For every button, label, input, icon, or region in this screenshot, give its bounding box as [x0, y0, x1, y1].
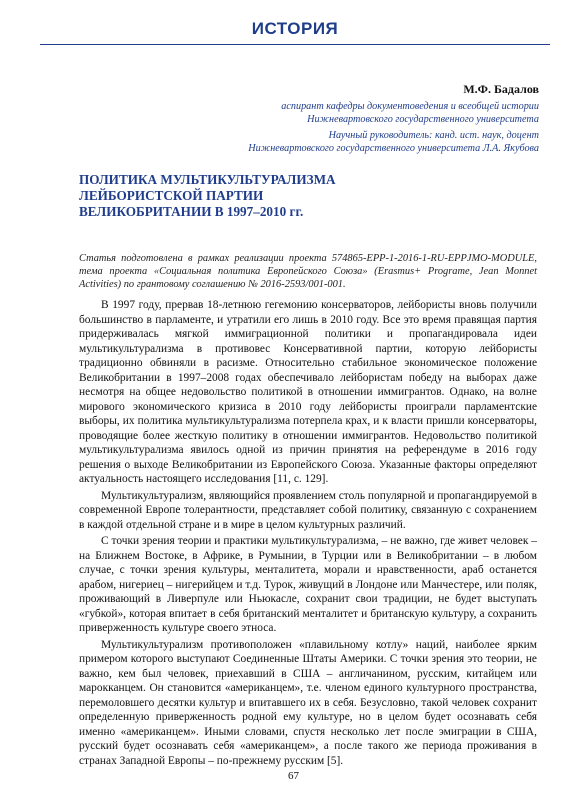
title-line: ЛЕЙБОРИСТСКОЙ ПАРТИИ [79, 188, 264, 203]
paragraph: С точки зрения теории и практики мультикультурализма, – не важно, где живет человек – на Ближнем Востоке, в Африке, в Румынии, в Турции или в Великобритании – в любом случае, с точки зрения культуры, менталитета, морали и нравственности, араб останется арабом, нигериец – нигерийцем и т.д. Турок, живущий в Лондоне или Манчестере, или поляк, проживающий в Ливерпуле или Ньюкасле, сохранит свои традиции, не будет выступать «губкой», которая впитает в себя британский менталитет и британскую культуру, а сохранить приверженность культуре своего этноса. [79, 535, 537, 634]
section-header [40, 14, 550, 45]
article-body [79, 298, 537, 770]
scientific-advisor [248, 129, 539, 155]
affiliation-line: Нижневартовского государственного университета [307, 114, 539, 125]
paragraph: Мультикультурализм противоположен «плавильному котлу» наций, наиболее ярким примером которого выступают Соединенные Штаты Америки. С точки зрения это теории, не важно, кем был человек, приехавший в США – англичанином, русским, китайцем или марокканцем. Он становится «американцем», т.е. членом единого культурного пространства, перемоловшего десятки культур и впитавшего их в себя. Безусловно, такой человек сохранит определенную приверженность родной ему культуре, но в целом будет осознавать себя именно «американцем». Иными словами, спустя несколько лет после эмиграции в США, русский будет осознавать себя «американцем», а после такого же периода проживания в странах Западной Европы – по-прежнему русским [5]. [79, 638, 537, 767]
author-name: М.Ф. Бадалов [463, 82, 539, 96]
section-title: ИСТОРИЯ [251, 19, 339, 38]
title-line: ПОЛИТИКА МУЛЬТИКУЛЬТУРАЛИЗМА [79, 172, 336, 187]
advisor-line: Нижневартовского государственного университета Л.А. Якубова [248, 143, 539, 154]
article-title [79, 172, 539, 220]
title-line: ВЕЛИКОБРИТАНИИ В 1997–2010 гг. [79, 204, 304, 219]
affiliation-line: аспирант кафедры документоведения и всеобщей истории [281, 101, 539, 112]
funding-note: Статья подготовлена в рамках реализации проекта 574865-EPP-1-2016-1-RU-EPPJMO-MODULE, тема проекта «Социальная политика Европейского Союза» (Erasmus+ Programe, Jean Monnet Activities) по грантовому соглашению № 2016-2593/001-001. [79, 253, 537, 290]
paragraph: В 1997 году, прервав 18-летнюю гегемонию консерваторов, лейбористы вновь получили большинство в парламенте, и утратили его лишь в 2010 году. Все это время правящая партия придерживалась мягкой иммиграционной политики и пропагандировала идеи мультикультурализма в противовес Консервативной партии, которую лейбористы традиционно обвиняли в расизме. Относительно стабильное экономическое положение Великобритании в 1997–2008 годах обеспечивало лейбористам победу на выборах даже несмотря на общее недовольство политикой в отношении иммигрантов. Однако, на волне мирового экономического кризиса в 2010 году лейбористы проиграли парламентские выборы, их политика мультикультурализма потерпела крах, и к власти пришли консерваторы, проводящие более жесткую политику в отношении иммигрантов. Недовольство политикой мультикультурализма явилось одной из причин принятия на референдуме в 2016 году решения о выходе Великобритании из Европейского Союза. Указанные факторы определяют актуальность настоящего исследования [11, с. 129]. [79, 299, 537, 485]
advisor-line: Научный руководитель: канд. ист. наук, доцент [328, 130, 539, 141]
author-affiliation [281, 100, 539, 126]
page-number: 67 [288, 770, 299, 782]
paragraph: Мультикультурализм, являющийся проявлением столь популярной и пропагандируемой в современной Европе толерантности, представляет собой политику, связанную с сохранением в каждой отдельной стране и в мире в целом культурных различий. [79, 489, 538, 531]
